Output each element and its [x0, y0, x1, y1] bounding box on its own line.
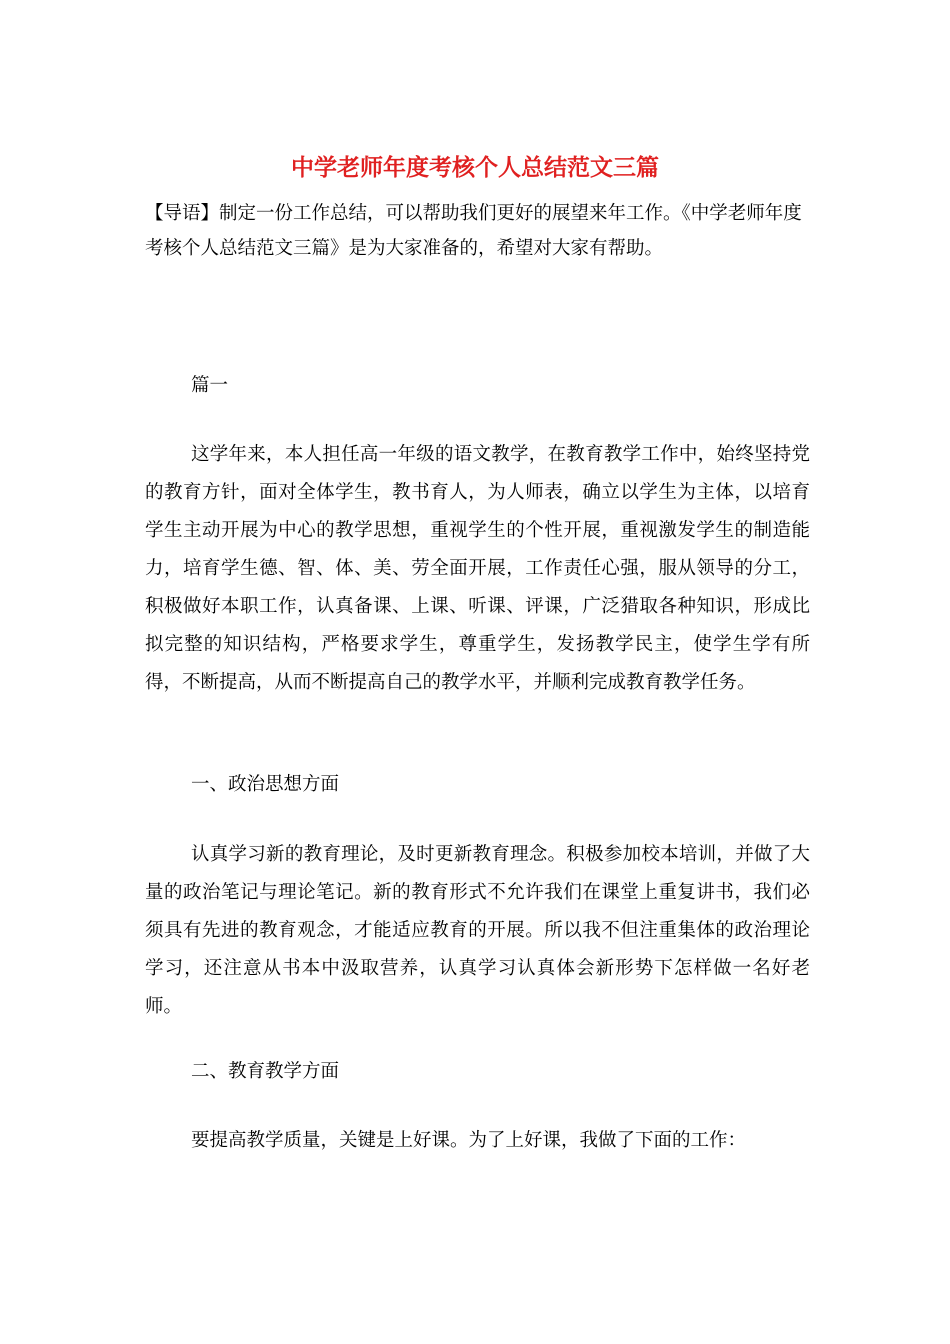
body-paragraph-3: 要提高教学质量，关键是上好课。为了上好课，我做了下面的工作：	[191, 1130, 747, 1151]
body-paragraph-1: 这学年来，本人担任高一年级的语文教学，在教育教学工作中，始终坚持党的教育方针，面对全体学生，教书育人，为人师表，确立以学生为主体，以培育学生主动开展为中心的教学思想，重视学生的个性开展，重视激发学生的制造能力，培育学生德、智、体、美、劳全面开展，工作责任心强，服从领导的分工，积极做好本职工作，认真备课、上课、听课、评课，广泛猎取各种知识，形成比拟完整的知识结构，严格要求学生，尊重学生，发扬教学民主，使学生学有所得，不断提高，从而不断提高自己的教学水平，并顺利完成教育教学任务。	[145, 444, 810, 693]
intro-paragraph: 【导语】制定一份工作总结，可以帮助我们更好的展望来年工作。《中学老师年度考核个人总结范文三篇》是为大家准备的，希望对大家有帮助。	[145, 203, 802, 259]
body-paragraph-2: 认真学习新的教育理论，及时更新教育理念。积极参加校本培训，并做了大量的政治笔记与理论笔记。新的教育形式不允许我们在课堂上重复讲书，我们必须具有先进的教育观念，才能适应教育的开展。所以我不但注重集体的政治理论学习，还注意从书本中汲取营养，认真学习认真体会新形势下怎样做一名好老师。	[145, 844, 810, 1017]
section-heading-teaching: 二、教育教学方面	[191, 1061, 340, 1082]
section-heading-politics: 一、政治思想方面	[191, 774, 340, 795]
document-title: 中学老师年度考核个人总结范文三篇	[291, 154, 659, 181]
section-label: 篇一	[191, 375, 229, 396]
